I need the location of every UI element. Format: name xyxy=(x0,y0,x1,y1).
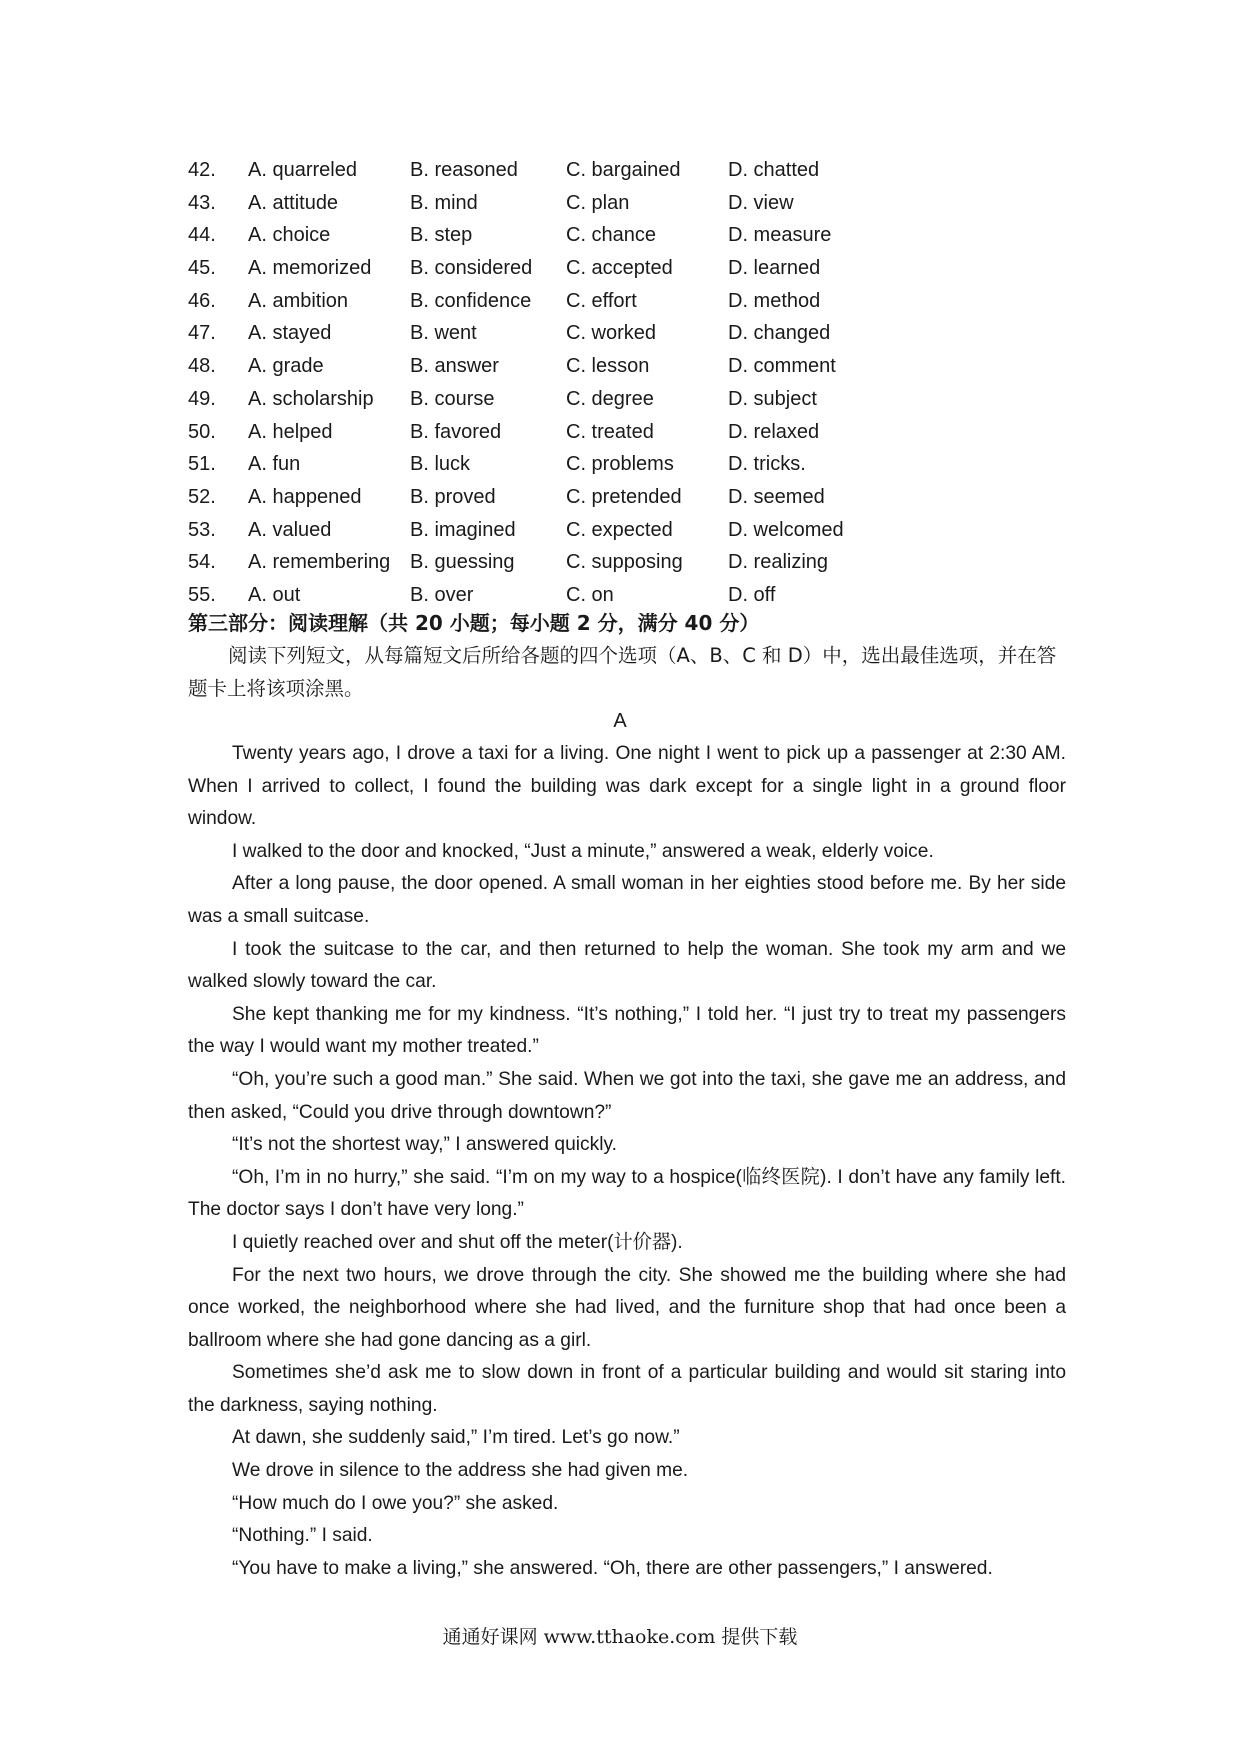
reading-passage xyxy=(188,738,1066,1585)
passage-paragraph: “Oh, I’m in no hurry,” she said. “I’m on my way to a hospice(临终医院). I don’t have any family left. The doctor says I don’t have very long.” xyxy=(188,1166,1066,1221)
option-d: D. method xyxy=(728,289,821,312)
option-a: A. ambition xyxy=(248,289,349,312)
option-d: D. chatted xyxy=(728,159,820,181)
option-c: C. plan xyxy=(566,191,630,214)
question-number: 54. xyxy=(188,551,216,574)
answer-options-list xyxy=(188,154,888,612)
option-a: A. stayed xyxy=(248,322,332,345)
option-a: A. happened xyxy=(248,485,362,508)
option-row xyxy=(188,154,888,187)
option-b: B. imagined xyxy=(410,518,516,541)
option-b: B. answer xyxy=(410,355,499,378)
option-d: D. learned xyxy=(728,257,821,280)
passage-paragraph: “Nothing.” I said. xyxy=(232,1525,373,1547)
option-c: C. chance xyxy=(566,224,657,247)
question-number: 52. xyxy=(188,485,216,508)
question-number: 43. xyxy=(188,191,216,214)
question-number: 55. xyxy=(188,583,216,606)
option-b: B. confidence xyxy=(410,289,532,312)
question-number: 51. xyxy=(188,453,216,476)
option-a: A. quarreled xyxy=(248,159,357,181)
question-number: 45. xyxy=(188,257,216,280)
option-b: B. guessing xyxy=(410,551,515,574)
question-number: 42. xyxy=(188,159,216,181)
option-d: D. seemed xyxy=(728,485,825,508)
passage-paragraph: I walked to the door and knocked, “Just a minute,” answered a weak, elderly voice. xyxy=(232,840,934,862)
option-b: B. proved xyxy=(410,485,496,508)
page-footer: 通通好课网 www.tthaoke.com 提供下载 xyxy=(442,1626,798,1648)
option-row xyxy=(188,317,888,350)
question-number: 53. xyxy=(188,518,216,541)
passage-paragraph: We drove in silence to the address she had given me. xyxy=(232,1460,689,1482)
option-c: C. expected xyxy=(566,518,673,541)
option-c: C. lesson xyxy=(566,355,650,378)
option-row xyxy=(188,187,888,220)
option-row xyxy=(188,383,888,416)
option-b: B. went xyxy=(410,322,477,345)
question-number: 48. xyxy=(188,355,216,378)
passage-paragraph: At dawn, she suddenly said,” I’m tired. Let’s go now.” xyxy=(232,1427,680,1449)
option-c: C. effort xyxy=(566,289,637,312)
option-b: B. favored xyxy=(410,420,502,443)
option-a: A. scholarship xyxy=(248,387,374,410)
option-c: C. supposing xyxy=(566,551,683,574)
option-d: D. changed xyxy=(728,322,831,345)
option-c: C. problems xyxy=(566,453,674,476)
option-b: B. step xyxy=(410,224,473,247)
option-row xyxy=(188,285,888,318)
option-c: C. treated xyxy=(566,420,654,443)
option-row xyxy=(188,219,888,252)
question-number: 47. xyxy=(188,322,216,345)
question-number: 46. xyxy=(188,289,216,312)
question-number: 49. xyxy=(188,387,216,410)
option-row xyxy=(188,416,888,449)
option-d: D. subject xyxy=(728,387,817,410)
question-number: 50. xyxy=(188,420,216,443)
option-b: B. mind xyxy=(410,191,478,214)
question-number: 44. xyxy=(188,224,216,247)
passage-paragraph: Sometimes she’d ask me to slow down in front of a particular building and would sit staring into the darkness, saying nothing. xyxy=(188,1362,1066,1416)
option-row xyxy=(188,514,888,547)
option-d: D. measure xyxy=(728,224,832,247)
option-a: A. helped xyxy=(248,420,333,443)
option-a: A. choice xyxy=(248,224,331,247)
section-heading: 第三部分：阅读理解（共 20 小题；每小题 2 分，满分 40 分） xyxy=(188,611,760,635)
option-a: A. remembering xyxy=(248,551,391,574)
passage-label: A xyxy=(613,710,627,732)
option-a: A. out xyxy=(248,583,301,606)
passage-paragraph: For the next two hours, we drove through the city. She showed me the building where she had once worked, the neighborhood where she had lived, and the furniture shop that had once been a ballroom where she had gone dancing as a girl. xyxy=(188,1264,1066,1351)
passage-paragraph: “Oh, you’re such a good man.” She said. When we got into the taxi, she gave me an address, and then asked, “Could you drive through downtown?” xyxy=(188,1068,1066,1123)
option-c: C. accepted xyxy=(566,257,673,280)
passage-paragraph: “It’s not the shortest way,” I answered quickly. xyxy=(232,1134,617,1156)
option-a: A. fun xyxy=(248,453,301,476)
option-d: D. view xyxy=(728,191,794,214)
passage-paragraph: “How much do I owe you?” she asked. xyxy=(232,1492,559,1514)
option-d: D. relaxed xyxy=(728,420,820,443)
option-b: B. course xyxy=(410,387,495,410)
option-c: C. pretended xyxy=(566,485,682,508)
section-instructions: 阅读下列短文，从每篇短文后所给各题的四个选项（A、B、C 和 D）中，选出最佳选项，并在答题卡上将该项涂黑。 xyxy=(188,644,1057,700)
option-b: B. considered xyxy=(410,257,533,280)
passage-paragraph: “You have to make a living,” she answered. “Oh, there are other passengers,” I answered. xyxy=(232,1557,993,1579)
passage-paragraph: I quietly reached over and shut off the meter(计价器). xyxy=(232,1231,683,1253)
passage-paragraph: Twenty years ago, I drove a taxi for a living. One night I went to pick up a passenger at 2:30 AM. When I arrived to collect, I found the building was dark except for a single light in a ground floor window. xyxy=(188,743,1066,830)
option-c: C. on xyxy=(566,583,614,606)
option-row xyxy=(188,448,888,481)
option-d: D. off xyxy=(728,583,776,606)
option-a: A. grade xyxy=(248,355,324,378)
option-a: A. attitude xyxy=(248,191,339,214)
option-row xyxy=(188,481,888,514)
option-row xyxy=(188,252,888,285)
option-b: B. over xyxy=(410,583,474,606)
option-c: C. worked xyxy=(566,322,657,345)
option-b: B. luck xyxy=(410,453,471,476)
option-row xyxy=(188,579,888,612)
option-d: D. tricks. xyxy=(728,453,806,476)
option-row xyxy=(188,350,888,383)
option-b: B. reasoned xyxy=(410,159,518,181)
option-c: C. bargained xyxy=(566,159,681,181)
option-d: D. welcomed xyxy=(728,518,844,541)
option-c: C. degree xyxy=(566,387,654,410)
passage-paragraph: After a long pause, the door opened. A small woman in her eighties stood before me. By her side was a small suitcase. xyxy=(188,873,1066,927)
option-d: D. comment xyxy=(728,355,836,378)
passage-paragraph: I took the suitcase to the car, and then returned to help the woman. She took my arm and we walked slowly toward the car. xyxy=(188,938,1066,993)
option-d: D. realizing xyxy=(728,551,829,574)
option-row xyxy=(188,546,888,579)
option-a: A. memorized xyxy=(248,257,372,280)
passage-paragraph: She kept thanking me for my kindness. “It’s nothing,” I told her. “I just try to treat my passengers the way I would want my mother treated.” xyxy=(188,1003,1066,1058)
option-a: A. valued xyxy=(248,518,332,541)
